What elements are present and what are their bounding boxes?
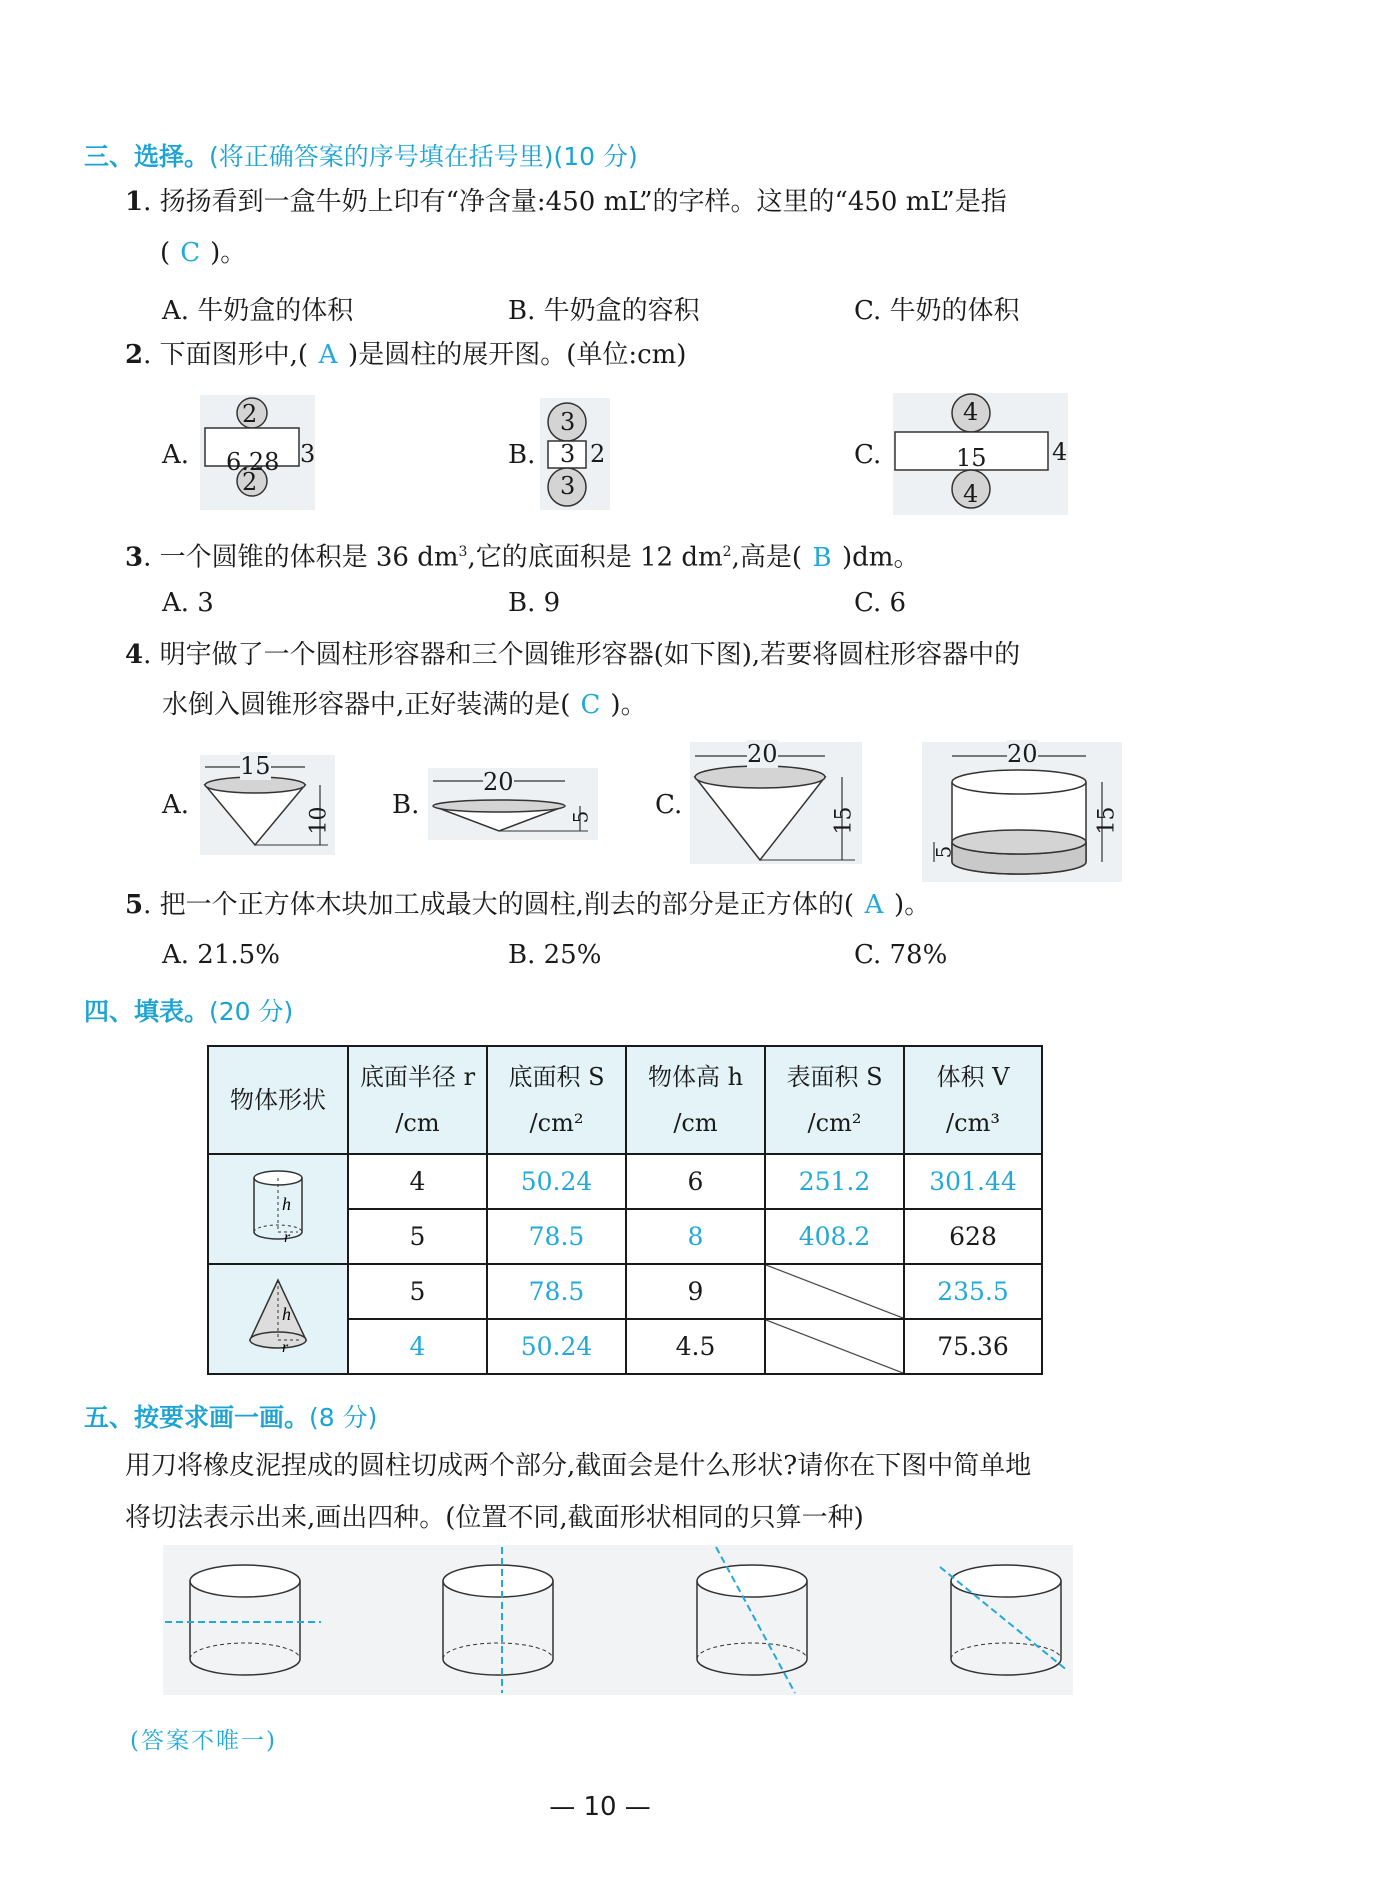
q4-cylinder-water-height: 5	[931, 845, 956, 859]
q2-option-c-label: C.	[854, 440, 882, 470]
q1-option-c: C. 牛奶的体积	[854, 296, 1020, 326]
question-1-answer-line: ( C )。	[160, 238, 247, 268]
answer-q1: C	[180, 238, 201, 268]
answer-q2: A	[318, 340, 338, 370]
q2-option-b-label: B.	[508, 440, 536, 470]
q2-b-circle-label-bottom: 3	[560, 472, 576, 500]
cell-volume: 235.5	[904, 1264, 1042, 1319]
header-surface-area: 表面积 S /cm²	[765, 1046, 904, 1154]
section-5-line1: 用刀将橡皮泥捏成的圆柱切成两个部分,截面会是什么形状?请你在下图中简单地	[125, 1451, 1032, 1481]
q3-option-c: C. 6	[854, 588, 907, 618]
cylinder-shape-icon	[248, 1166, 308, 1246]
q2-option-a-label: A.	[162, 440, 190, 470]
cell-surface-area-na	[765, 1319, 904, 1374]
q2-a-rect-width: 6.28	[226, 448, 280, 476]
cone-h-label: h	[282, 1304, 291, 1324]
q2-c-rect-width: 15	[956, 444, 987, 472]
question-4-line2: 水倒入圆锥形容器中,正好装满的是( C )。	[162, 690, 647, 720]
q3-option-b: B. 9	[508, 588, 561, 618]
cell-height: 9	[626, 1264, 765, 1319]
q4-option-b-label: B.	[392, 790, 420, 820]
cylinder-cuts-figure	[163, 1545, 1073, 1695]
question-1: 1. 扬扬看到一盒牛奶上印有“净含量:450 mL”的字样。这里的“450 mL”是指	[125, 187, 1007, 217]
cell-volume: 301.44	[904, 1154, 1042, 1209]
q4-cylinder-diameter: 20	[1007, 740, 1038, 768]
q4-cylinder-height: 15	[1094, 806, 1120, 835]
section-5-title: 五、按要求画一画。(8 分)	[84, 1403, 378, 1432]
cone-shape-cell	[208, 1264, 348, 1374]
question-4: 4. 明宇做了一个圆柱形容器和三个圆锥形容器(如下图),若要将圆柱形容器中的	[125, 640, 1021, 670]
q4-c-height: 15	[831, 806, 857, 835]
question-5: 5. 把一个正方体木块加工成最大的圆柱,削去的部分是正方体的( A )。	[125, 890, 931, 920]
q4-option-a-label: A.	[162, 790, 190, 820]
section-3-title: 三、选择。(将正确答案的序号填在括号里)(10 分)	[84, 142, 638, 171]
q4-b-diameter: 20	[483, 768, 514, 796]
cell-base-area: 50.24	[487, 1154, 626, 1209]
header-height: 物体高 h /cm	[626, 1046, 765, 1154]
cell-radius: 5	[348, 1209, 487, 1264]
q5-option-a: A. 21.5%	[162, 940, 280, 970]
q3-option-a: A. 3	[162, 588, 214, 618]
table-header-row	[208, 1046, 1042, 1154]
cylinder-shape-cell	[208, 1154, 348, 1264]
cylinder-r-label: r	[284, 1229, 291, 1246]
cone-shape-icon	[244, 1276, 312, 1356]
answer-q4: C	[580, 690, 601, 720]
q5-option-b: B. 25%	[508, 940, 602, 970]
header-radius: 底面半径 r /cm	[348, 1046, 487, 1154]
fill-table	[207, 1045, 1043, 1375]
q2-a-circle-label-bottom: 2	[242, 468, 258, 496]
cell-volume: 75.36	[904, 1319, 1042, 1374]
cell-volume: 628	[904, 1209, 1042, 1264]
cell-base-area: 78.5	[487, 1209, 626, 1264]
answer-q3: B	[812, 542, 832, 573]
section-5-line2: 将切法表示出来,画出四种。(位置不同,截面形状相同的只算一种)	[125, 1503, 864, 1533]
q2-b-rect-width: 3	[560, 440, 576, 468]
q1-option-b: B. 牛奶盒的容积	[508, 296, 700, 326]
q4-a-height: 10	[306, 806, 332, 835]
cylinder-h-label: h	[282, 1194, 291, 1214]
q2-b-circle-label-top: 3	[560, 408, 576, 436]
cell-height: 8	[626, 1209, 765, 1264]
header-shape: 物体形状	[208, 1046, 348, 1154]
q2-c-circle-label-bottom: 4	[963, 480, 979, 508]
table-row	[208, 1154, 1042, 1209]
cell-base-area: 78.5	[487, 1264, 626, 1319]
page-number: — 10 —	[549, 1792, 651, 1822]
q4-option-c-label: C.	[655, 790, 683, 820]
question-3: 3. 一个圆锥的体积是 36 $dm^3$,它的底面积是 12 $dm^2$,高是( B )dm。	[125, 542, 920, 573]
cell-surface-area: 408.2	[765, 1209, 904, 1264]
q2-a-circle-label-top: 2	[242, 400, 258, 428]
answer-note: (答案不唯一)	[130, 1728, 277, 1754]
cell-radius: 4	[348, 1319, 487, 1374]
question-2: 2. 下面图形中,( A )是圆柱的展开图。(单位:cm)	[125, 340, 687, 370]
q5-option-c: C. 78%	[854, 940, 948, 970]
table-row	[208, 1264, 1042, 1319]
q2-a-rect-height: 3	[300, 440, 316, 468]
answer-q5: A	[864, 890, 884, 920]
q4-a-diameter: 15	[240, 752, 271, 780]
cell-base-area: 50.24	[487, 1319, 626, 1374]
cell-surface-area-na	[765, 1264, 904, 1319]
cone-r-label: r	[282, 1339, 289, 1356]
cell-height: 4.5	[626, 1319, 765, 1374]
q2-c-circle-label-top: 4	[963, 398, 979, 426]
q4-b-height: 5	[568, 810, 593, 824]
cell-surface-area: 251.2	[765, 1154, 904, 1209]
q4-c-diameter: 20	[747, 740, 778, 768]
q1-option-a: A. 牛奶盒的体积	[162, 296, 354, 326]
header-base-area: 底面积 S /cm²	[487, 1046, 626, 1154]
q2-c-rect-height: 4	[1052, 438, 1068, 466]
header-volume: 体积 V /cm³	[904, 1046, 1042, 1154]
section-4-title: 四、填表。(20 分)	[84, 997, 294, 1026]
cell-radius: 4	[348, 1154, 487, 1209]
cell-radius: 5	[348, 1264, 487, 1319]
q2-b-rect-height: 2	[590, 440, 606, 468]
cell-height: 6	[626, 1154, 765, 1209]
